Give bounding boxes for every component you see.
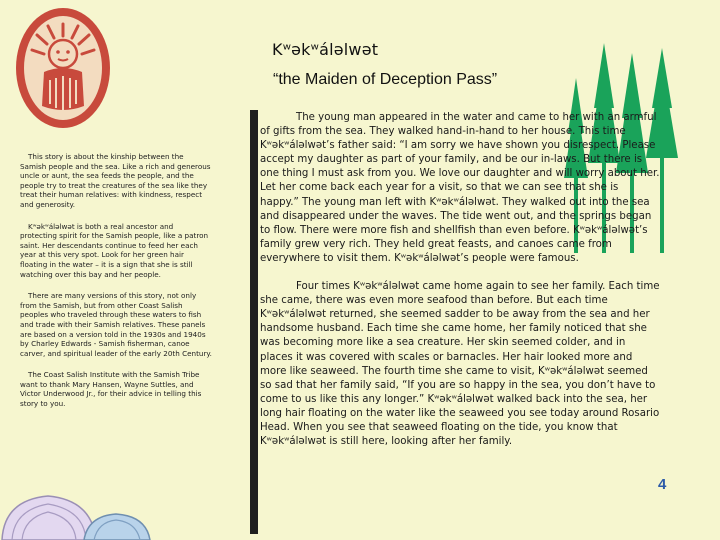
sidebar-paragraph: This story is about the kinship between the Samish people and the sea. Like a rich and generous uncle or aunt, the sea feeds the people, and the people try to treat the creatures of the sea like they treat their human relatives: with kindness, respect and generosity. [20,152,211,209]
maiden-seal-icon [14,6,112,130]
sidebar-paragraph: Kʷəkʷáləlwət is both a real ancestor and protecting spirit for the Samish people, like a patron saint. Her descendants continue to feed her each year at this very spot. Look for her green hair floating in the water – it is a sign that she is still watching over this bay and her people. [20,221,209,279]
story-paragraph: The young man appeared in the water and came to her with an armful of gifts from the sea. They walked hand-in-hand to her house. This time Kʷəkʷáləlwət’s father said: “I am sorry we have shown you disrespect. Please accept my daughter as part of your family, and be our in-laws. But there is one thing I must ask from you. We love our daughter and will worry about her. Let her come back each year for a visit, so that we can see that she is happy.” The young man left with Kʷəkʷáləlwət. They walked out into the sea and disappeared under the waves. The tide went out, and the springs began to flow. There were more fish and shellfish than even before. Kʷəkʷáləlwət’s family grew very rich. They held great feasts, and canoes came from everywhere to visit them. Kʷəkʷáləlwət’s people were famous. [260,112,660,264]
page-number: 4 [658,476,667,493]
page-subtitle: “the Maiden of Deception Pass” [273,71,498,88]
sidebar-paragraph: There are many versions of this story, not only from the Samish, but from other Coast Salish peoples who traveled through these waters to fish and trade with their Samish relatives. These panels are based on a version told in the 1930s and 1940s by Charley Edwards - Samish fisherman, canoe carver, and spiritual leader of the early 20th Century. [20,291,212,358]
story-text [260,111,660,463]
column-divider [250,110,258,534]
clam-shells-icon [0,470,160,540]
sidebar-paragraph: The Coast Salish Institute with the Samish Tribe want to thank Mary Hansen, Wayne Suttles, and Victor Underwood Jr., for their advice in telling this story to you. [20,370,202,409]
sidebar-notes [20,152,212,421]
story-paragraph: Four times Kʷəkʷáləlwət came home again to see her family. Each time she came, there was even more seafood than before. But each time Kʷəkʷáləlwət returned, she seemed sadder to be away from the sea and her handsome husband. Each time she came home, her family noticed that she was becoming more like a sea creature. Her skin seemed colder, and in places it was covered with scales or barnacles. Her hair looked more and more like seaweed. The fourth time she came to visit, Kʷəkʷáləlwət seemed so sad that her family said, “If you are so happy in the sea, you don’t have to come to us like this any longer.” Kʷəkʷáləlwət walked back into the sea, her long hair floating on the water like the seaweed you see today around Rosario Head. When you see that seaweed floating on the tide, you know that Kʷəkʷáləlwət is still here, looking after her family. [260,281,660,448]
page-title: Kʷəkʷáləlwət [272,40,379,59]
header [272,40,497,89]
